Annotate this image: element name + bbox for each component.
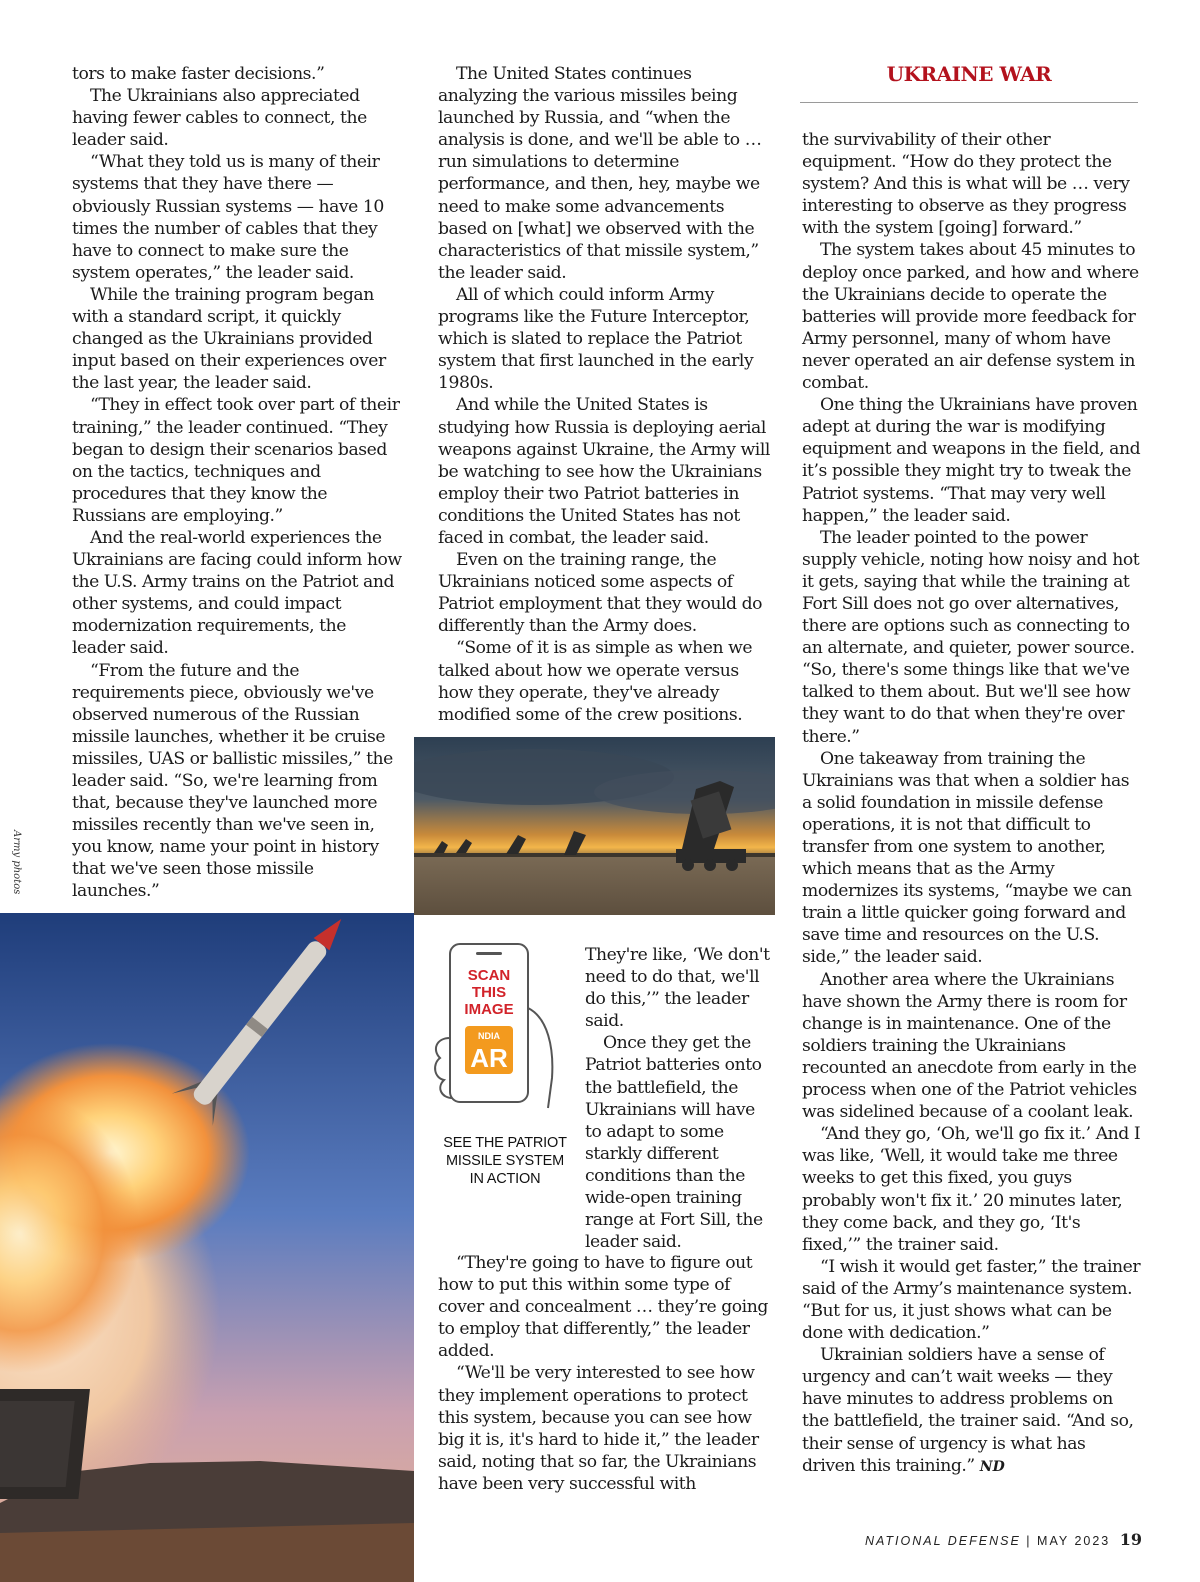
missile-launch-photo	[0, 913, 414, 1582]
article-column-2	[438, 63, 774, 726]
paragraph: Even on the training range, the Ukrainians noticed some aspects of Patriot employment that they would do differently than the Army does.	[438, 550, 763, 637]
issue-date: MAY 2023	[1037, 1534, 1111, 1548]
paragraph: While the training program began with a standard script, it quickly changed as the Ukrainians provided input based on their experiences over the last year, the leader said.	[72, 284, 386, 394]
paragraph: tors to make faster decisions.”	[72, 64, 325, 84]
paragraph: “We'll be very interested to see how they implement operations to protect this system, because you can see how big it is, it's hard to hide it,” the leader said, noting that so far, the Ukrainians have been very successful with	[438, 1363, 759, 1494]
article-column-1	[72, 63, 402, 903]
paragraph: Once they get the Patriot batteries onto the battlefield, the Ukrainians will have to adapt to some starkly different conditions than the wide-open training range at Fort Sill, the leader said.	[585, 1033, 763, 1253]
article-column-2-continued	[438, 1252, 774, 1495]
paragraph: And while the United States is studying how Russia is deploying aerial weapons against Ukraine, the Army will be watching to see how the Ukrainians employ their two Patriot batteries in conditions the United States has not faced in combat, the leader said.	[438, 395, 770, 548]
paragraph: “They're going to have to figure out how to put this within some type of cover and concealment … they’re going to employ that differently,” the leader added.	[438, 1253, 768, 1362]
patriot-battery-photo	[414, 737, 775, 915]
article-column-2-wrap	[585, 944, 775, 1253]
ar-caption: SEE THE PATRIOT MISSILE SYSTEM IN ACTION	[443, 1135, 567, 1187]
scan-text-3: IMAGE	[464, 1001, 514, 1018]
section-label: UKRAINE WAR	[886, 62, 1052, 86]
paragraph: “What they told us is many of their systems that they have there — obviously Russian systems — have 10 times the number of cables that they have to connect to make sure the system operates,” the leader said.	[72, 152, 384, 283]
footer-separator: |	[1026, 1534, 1032, 1548]
paragraph: “And they go, ‘Oh, we'll go fix it.’ And I was like, ‘Well, it would take me three weeks to get this fixed, you guys probably won't fix it.’ 20 minutes later, they come back, and they go, ‘It's fixed,’” the trainer said.	[802, 1124, 1141, 1255]
paragraph: “From the future and the requirements piece, obviously we've observed numerous of the Russian missile launches, whether it be cruise missiles, UAS or ballistic missiles,” the leader said. “So, we're learning from that, because they've launched more missiles recently than we've seen in, you know, name your point in history that we've seen those missile launches.”	[72, 660, 393, 902]
paragraph: One takeaway from training the Ukrainians was that when a soldier has a solid foundation in missile defense operations, it is not that difficult to transfer from one system to another, which means that as the Army modernizes its systems, “maybe we can train a little quicker going forward and save time and resources on the U.S. side,” the leader said.	[802, 748, 1132, 968]
scan-text-2: THIS	[471, 984, 507, 1001]
page-number: 19	[1119, 1530, 1142, 1549]
paragraph: And the real-world experiences the Ukrainians are facing could inform how the U.S. Army trains on the Patriot and other systems, and could impact modernization requirements, the leader said.	[72, 527, 402, 659]
publication-name: NATIONAL DEFENSE	[864, 1534, 1021, 1548]
article-column-3	[802, 129, 1142, 1478]
section-rule	[800, 102, 1138, 103]
paragraph: They're like, ‘We don't need to do that, we'll do this,’” the leader said.	[585, 945, 770, 1032]
paragraph	[802, 1344, 1142, 1478]
paragraph: All of which could inform Army programs like the Future Interceptor, which is slated to replace the Patriot system that first launched in the early 1980s.	[438, 284, 754, 394]
paragraph: One thing the Ukrainians have proven adept at during the war is modifying equipment and weapons in the field, and it’s possible they might try to tweak the Patriot systems. “That may very well happen,” the leader said.	[802, 395, 1141, 526]
paragraph: “They in effect took over part of their training,” the leader continued. “They began to design their scenarios based on the tactics, techniques and procedures that they know the Russians are employing.”	[72, 395, 400, 526]
paragraph: The system takes about 45 minutes to deploy once parked, and how and where the Ukrainians decide to operate the batteries will provide more feedback for Army personnel, many of whom have never operated an air defense system in combat.	[802, 240, 1139, 394]
paragraph: “Some of it is as simple as when we talked about how we operate versus how they operate, they've already modified some of the crew positions.	[438, 638, 753, 725]
paragraph: The leader pointed to the power supply vehicle, noting how noisy and hot it gets, saying that while the training at Fort Sill does not go over alternatives, there are options such as connecting to an alternate, and quieter, power source. “So, there's some things like that we've talked to them about. But we'll see how they want to do that when they're over there.”	[802, 527, 1140, 747]
paragraph: The United States continues analyzing the various missiles being launched by Russia, and “when the analysis is done, and we'll be able to … run simulations to determine performance, and then, hey, maybe we need to make some advancements based on [what] we observed with the characteristics of that missile system,” the leader said.	[438, 64, 762, 283]
paragraph: the survivability of their other equipment. “How do they protect the system? And this is what will be … very interesting to observe as they progress with the system [going] forward.”	[802, 130, 1130, 239]
page-footer	[865, 1530, 1142, 1549]
paragraph: The Ukrainians also appreciated having fewer cables to connect, the leader said.	[72, 86, 367, 151]
paragraph: Another area where the Ukrainians have shown the Army there is room for change is in maintenance. One of the soldiers training the Ukrainians recounted an anecdote from early in the process when one of the Patriot vehicles was sidelined because of a coolant leak.	[802, 969, 1137, 1123]
ar-promo[interactable]	[428, 938, 578, 1238]
paragraph: “I wish it would get faster,” the trainer said of the Army’s maintenance system. “But for us, it just shows what can be done with dedication.”	[802, 1256, 1141, 1344]
ar-logo-top: NDIA	[478, 1031, 500, 1041]
scan-text-1: SCAN	[467, 967, 511, 984]
paragraph-text: Ukrainian soldiers have a sense of urgency and can’t wait weeks — they have minutes to address problems on the battlefield, the trainer said. “And so, their sense of urgency is what has driven this training.”	[802, 1345, 1134, 1476]
end-mark: ND	[979, 1458, 1005, 1475]
ar-logo: AR	[470, 1043, 508, 1073]
photo-credit: Army photos	[11, 830, 22, 895]
